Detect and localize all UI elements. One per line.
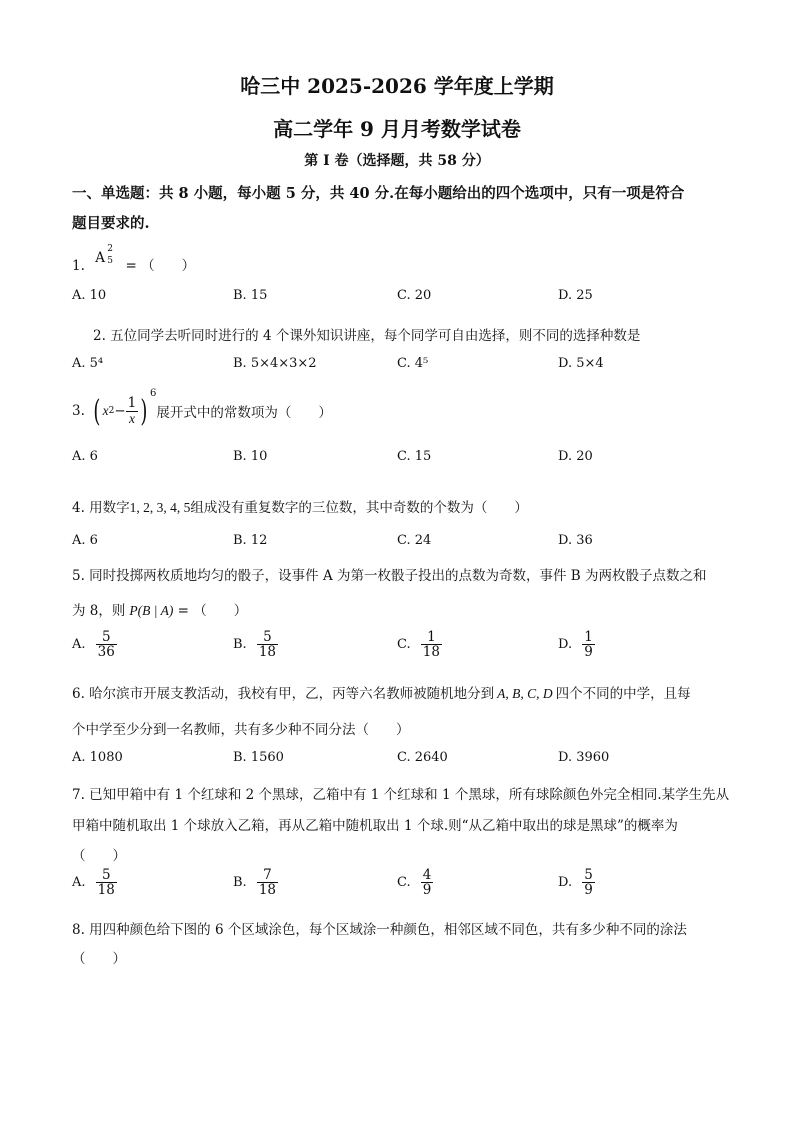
section-heading-line1: 一、单选题：共 8 小题，每小题 5 分，共 40 分.在每小题给出的四个选项中，只有一项是符合	[72, 185, 685, 202]
question-4: 4. 用数字1, 2, 3, 4, 5组成没有重复数字的三位数，其中奇数的个数为（ ）	[72, 500, 528, 516]
question-2: 2. 五位同学去听同时进行的 4 个课外知识讲座，每个同学可自由选择，则不同的选择种数是	[93, 328, 641, 344]
q2-option-a: A. 5⁴	[72, 356, 104, 371]
question-7-line2: 甲箱中随机取出 1 个球放入乙箱，再从乙箱中随机取出 1 个球.则“从乙箱中取出的球是黑球”的概率为	[72, 818, 678, 834]
question-6-line1: 6. 哈尔滨市开展支教活动，我校有甲，乙，丙等六名教师被随机地分到 A, B, C, D 四个不同的中学，且每	[72, 686, 691, 702]
q3-right-paren: )	[140, 393, 148, 429]
question-1: 1. A 2 5 = （ ）	[72, 244, 196, 274]
q5-option-a: A. $\frac{5}{36}$	[72, 629, 115, 661]
q4-option-c: C. 24	[397, 533, 432, 548]
q1-option-a: A. 10	[72, 288, 107, 303]
q5-option-d: D. $\frac{1}{9}$	[558, 629, 593, 661]
q7-option-b: B. $\frac{7}{18}$	[233, 867, 277, 899]
q6-option-d: D. 3960	[558, 750, 610, 765]
question-7-line1: 7. 已知甲箱中有 1 个红球和 2 个黑球，乙箱中有 1 个红球和 1 个黑球，所有球除颜色外完全相同.某学生先从	[72, 787, 730, 803]
q2-option-d: D. 5×4	[558, 356, 604, 371]
exam-title: 哈三中 2025-2026 学年度上学期	[240, 74, 554, 98]
q4-option-b: B. 12	[233, 533, 268, 548]
q7-option-d: D. $\frac{5}{9}$	[558, 867, 593, 899]
question-8-line1: 8. 用四种颜色给下图的 6 个区域涂色，每个区域涂一种颜色，相邻区域不同色，共有多少种不同的涂法	[72, 922, 687, 938]
q3-option-a: A. 6	[72, 449, 98, 464]
q6-option-a: A. 1080	[72, 750, 123, 765]
part-heading: 第 I 卷（选择题，共 58 分）	[304, 153, 490, 169]
question-7-line3: （ ）	[72, 848, 126, 864]
q4-option-d: D. 36	[558, 533, 593, 548]
exam-subtitle: 高二学年 9 月月考数学试卷	[273, 117, 521, 141]
q1-option-c: C. 20	[397, 288, 432, 303]
question-3: 3. ( x 2 − $\frac{1}{x}$ ) $^6$ 展开式中的常数项为（ ）	[72, 388, 332, 429]
q6-option-b: B. 1560	[233, 750, 284, 765]
q7-option-c: C. $\frac{4}{9}$	[397, 867, 432, 899]
q3-option-b: B. 10	[233, 449, 268, 464]
q4-option-a: A. 6	[72, 533, 98, 548]
q2-option-b: B. 5×4×3×2	[233, 356, 317, 371]
q3-option-c: C. 15	[397, 449, 432, 464]
q3-option-d: D. 20	[558, 449, 593, 464]
q1-option-d: D. 25	[558, 288, 593, 303]
q7-option-a: A. $\frac{5}{18}$	[72, 867, 115, 899]
q6-option-c: C. 2640	[397, 750, 448, 765]
question-8-line2: （ ）	[72, 951, 126, 967]
q1-option-b: B. 15	[233, 288, 268, 303]
question-6-line2: 个中学至少分到一名教师，共有多少种不同分法（ ）	[72, 722, 410, 738]
q3-number: 3.	[72, 403, 85, 419]
q2-option-c: C. 4⁵	[397, 356, 429, 371]
q3-fraction: $\frac{1}{x}$	[127, 395, 137, 426]
q1-number: 1.	[72, 258, 85, 274]
q1-permutation: A 2 5	[95, 244, 113, 266]
section-heading-line2: 题目要求的.	[72, 215, 150, 232]
question-5-line1: 5. 同时投掷两枚质地均匀的骰子，设事件 A 为第一枚骰子投出的点数为奇数，事件 B 为两枚骰子点数之和	[72, 568, 707, 584]
question-5-line2: 为 8，则 P(B | A) = （ ）	[72, 603, 248, 619]
q5-option-c: C. $\frac{1}{18}$	[397, 629, 440, 661]
q5-option-b: B. $\frac{5}{18}$	[233, 629, 277, 661]
q3-left-paren: (	[93, 393, 101, 429]
